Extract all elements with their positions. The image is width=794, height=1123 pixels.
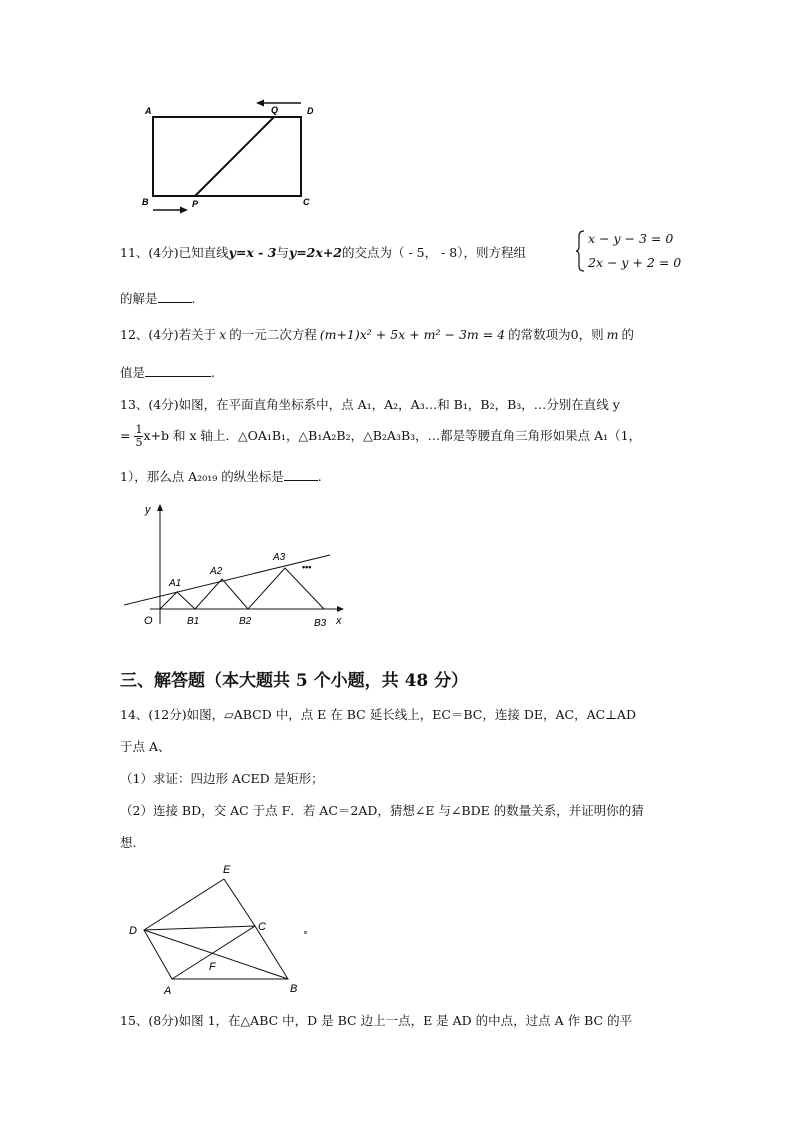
q12-end: .	[211, 365, 215, 380]
label-c: C	[258, 921, 266, 933]
label-b1: B1	[187, 616, 200, 627]
q11-answer-label: 的解是	[120, 291, 158, 306]
label-q: Q	[271, 105, 279, 115]
q12-text-a: 若关于	[178, 327, 217, 342]
q12-line1	[120, 326, 634, 344]
q11-mid: 与	[276, 245, 289, 260]
q14-part2-cont: 想.	[120, 835, 137, 850]
parallelogram-figure	[124, 858, 314, 1000]
q14-part2: （2）连接 BD，交 AC 于点 F．若 AC＝2AD，猜想∠E 与∠BDE 的数量关系，并证明你的猜	[120, 803, 644, 818]
q11-number: 11、	[120, 245, 149, 260]
label-e: E	[223, 864, 231, 876]
q13-text-line1: 如图，在平面直角坐标系中，点 A₁，A₂，A₃…和 B₁，B₂，B₃，…分别在直线 y	[178, 397, 620, 412]
stray-mark	[304, 931, 307, 934]
label-b: B	[290, 983, 298, 995]
q13-text-line2: x+b 和 x 轴上．△OA₁B₁，△B₁A₂B₂，△B₂A₃B₃，…都是等腰直角三角形如果点 A₁（1，	[143, 428, 642, 443]
rectangle-figure	[138, 96, 318, 216]
q12-var: x	[219, 327, 227, 342]
label-b: B	[142, 197, 149, 207]
q14-score: (12分)	[148, 707, 187, 722]
label-y: y	[145, 504, 151, 516]
label-c: C	[303, 197, 310, 207]
segment-pq	[195, 117, 274, 196]
label-b2: B2	[239, 616, 252, 627]
label-p: P	[192, 199, 199, 209]
q14-line2: 于点 A、	[120, 739, 171, 754]
q15-number: 15、	[120, 1013, 149, 1028]
q12-text-c: 的常数项为0，则	[508, 327, 604, 342]
label-a: A	[145, 106, 152, 116]
q11-text-b: 的交点为（ - 5， - 8），则方程组	[342, 245, 526, 260]
rectangle-abcd	[153, 117, 301, 196]
q12-line2	[120, 364, 215, 382]
q12-number: 12、	[120, 327, 149, 342]
q11-score: (4分)	[148, 245, 179, 260]
label-a3: A3	[273, 552, 286, 563]
label-a2: A2	[210, 566, 223, 577]
q13-frac-den: 5	[135, 436, 143, 449]
label-d: D	[307, 106, 314, 116]
q11-text-a: 已知直线	[178, 245, 229, 260]
segment-ec	[224, 879, 255, 926]
label-o: O	[144, 615, 153, 627]
label-a1: A1	[169, 578, 182, 589]
q12-var2: m	[606, 327, 619, 342]
q13-line2	[120, 424, 641, 449]
section-3-heading: 三、解答题（本大题共 5 个小题，共 48 分）	[120, 671, 469, 691]
q14-part1: （1）求证：四边形 ACED 是矩形；	[120, 771, 324, 786]
label-f: F	[209, 961, 216, 973]
q13-eq-prefix: =	[120, 428, 131, 443]
q12-answer-blank[interactable]	[145, 364, 211, 377]
label-a: A	[164, 985, 172, 997]
q14-text-line1: 如图，▱ABCD 中，点 E 在 BC 延长线上，EC＝BC，连接 DE，AC，AC⊥AD	[186, 707, 636, 722]
y-axis-arrow	[157, 504, 163, 511]
q13-line1	[120, 396, 620, 414]
q11-system-eq1: x − y − 3 = 0	[588, 231, 674, 246]
q12-text-d: 的	[621, 327, 634, 342]
coordinate-figure	[118, 498, 358, 634]
label-x: x	[336, 615, 342, 627]
q15-text: 如图 1，在△ABC 中，D 是 BC 边上一点，E 是 AD 的中点，过点 A 作 BC 的平	[178, 1013, 633, 1028]
q12-text-b: 的一元二次方程	[229, 327, 317, 342]
q12-equation: (m+1)x² + 5x + m² − 3m = 4	[319, 327, 506, 342]
q11-system-eq2: 2x − y + 2 = 0	[588, 255, 682, 270]
arrow-p-head	[180, 207, 188, 214]
segment-bd	[144, 930, 288, 979]
arrow-q-head	[256, 100, 264, 107]
q14-number: 14、	[120, 707, 149, 722]
label-b3: B3	[314, 618, 327, 629]
q12-answer-label: 值是	[120, 365, 146, 380]
continuation-dots: •••	[302, 562, 312, 572]
q11-end: .	[191, 291, 196, 306]
parallelogram-abcd	[144, 926, 288, 979]
q13-score: (4分)	[148, 397, 179, 412]
q11-eq1: y=x - 3	[228, 245, 277, 260]
q11-answer-blank[interactable]	[158, 290, 192, 303]
q11-eq2: y=2x+2	[288, 245, 342, 260]
line-y-eq-fifth-x-b	[124, 555, 330, 605]
q11-line1	[120, 244, 526, 262]
q13-frac-num: 1	[135, 423, 143, 436]
label-d: D	[129, 925, 137, 937]
q11-line2	[120, 290, 196, 308]
x-axis-arrow	[337, 606, 344, 612]
q14-line1	[120, 706, 636, 724]
segment-de	[144, 879, 224, 930]
q13-number: 13、	[120, 397, 149, 412]
q15-line1	[120, 1012, 632, 1030]
q13-text-line3: 1），那么点 A₂₀₁₉ 的纵坐标是	[120, 469, 284, 484]
q13-end: .	[317, 469, 322, 484]
q11-brace	[576, 230, 586, 272]
q13-answer-blank[interactable]	[284, 468, 318, 481]
q12-score: (4分)	[148, 327, 179, 342]
q15-score: (8分)	[148, 1013, 179, 1028]
triangle-chain	[160, 568, 324, 609]
q13-line3	[120, 468, 322, 486]
